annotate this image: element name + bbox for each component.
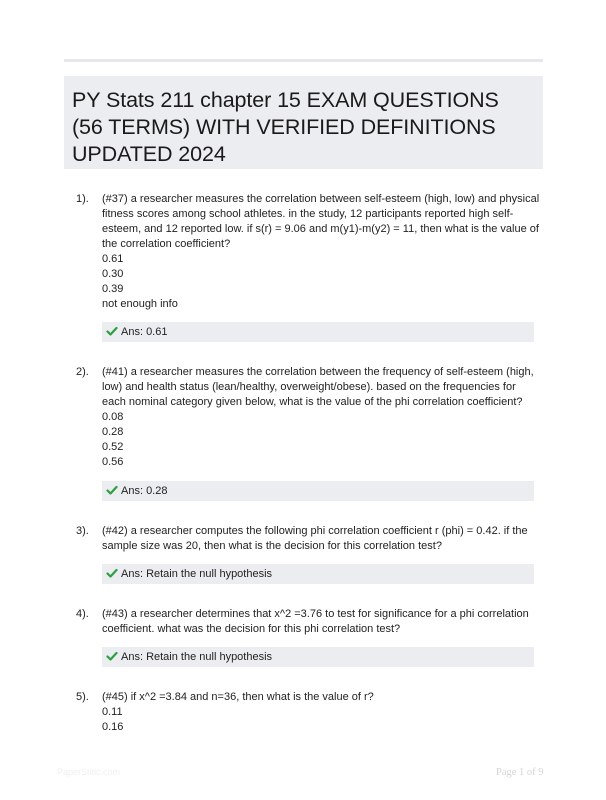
question-text: (#43) a researcher determines that x^2 =3.76 to test for significance for a phi correlation coefficient. what was the decision for this phi correlation test? — [102, 608, 529, 635]
answer-box — [102, 481, 534, 501]
answer-box — [102, 647, 534, 667]
answer-option: 0.30 — [102, 268, 124, 280]
top-divider — [64, 59, 543, 62]
question-number: 3). — [76, 525, 89, 537]
answer-option: 0.08 — [102, 411, 124, 423]
question-body — [102, 365, 542, 470]
check-icon — [106, 484, 118, 496]
question-body — [102, 607, 542, 637]
answer-option: 0.39 — [102, 283, 124, 295]
question-item — [76, 690, 546, 740]
answer-option: not enough info — [102, 298, 178, 310]
answer-box — [102, 564, 534, 584]
check-icon — [106, 325, 118, 337]
footer-watermark: PaperStitic.com — [57, 767, 121, 777]
question-text: (#45) if x^2 =3.84 and n=36, then what is the value of r? — [102, 691, 374, 703]
question-number: 2). — [76, 366, 89, 378]
answer-option: 0.61 — [102, 253, 124, 265]
title-banner — [64, 76, 543, 169]
question-item — [76, 192, 546, 342]
check-icon — [106, 650, 118, 662]
question-number: 1). — [76, 193, 89, 205]
page-number: Page 1 of 9 — [496, 767, 544, 778]
question-body — [102, 524, 542, 554]
question-number: 4). — [76, 608, 89, 620]
question-item — [76, 524, 546, 584]
answer-text: Ans: Retain the null hypothesis — [121, 651, 273, 663]
answer-option: 0.16 — [102, 721, 124, 733]
answer-option: 0.28 — [102, 426, 124, 438]
question-text: (#42) a researcher computes the following phi correlation coefficient r (phi) = 0.42. if the sample size was 20, then what is the decision for this correlation test? — [102, 525, 528, 552]
answer-box — [102, 322, 534, 342]
check-icon — [106, 567, 118, 579]
answer-text: Ans: 0.61 — [121, 326, 168, 338]
question-item — [76, 607, 546, 667]
answer-text: Ans: Retain the null hypothesis — [121, 568, 273, 580]
answer-option: 0.52 — [102, 441, 124, 453]
question-body — [102, 192, 542, 312]
answer-text: Ans: 0.28 — [121, 485, 168, 497]
question-item — [76, 365, 546, 500]
answer-option: 0.56 — [102, 456, 124, 468]
answer-option: 0.11 — [102, 706, 123, 718]
page-title: PY Stats 211 chapter 15 EXAM QUESTIONS (56 TERMS) WITH VERIFIED DEFINITIONS UPDATED 2024 — [72, 88, 499, 166]
question-number: 5). — [76, 691, 89, 703]
question-text: (#37) a researcher measures the correlation between self-esteem (high, low) and physical fitness scores among school athletes. in the study, 12 participants reported high self-esteem, and 12 reported low. if s(r) = 9.06 and m(y1)-m(y2) = 11, then what is the value of the correlation coefficient? — [102, 193, 540, 250]
question-body — [102, 690, 542, 735]
question-text: (#41) a researcher measures the correlation between the frequency of self-esteem (high, low) and health status (lean/healthy, overweight/obese). based on the frequencies for each nominal category given below, what is the value of the phi correlation coefficient? — [102, 366, 534, 408]
